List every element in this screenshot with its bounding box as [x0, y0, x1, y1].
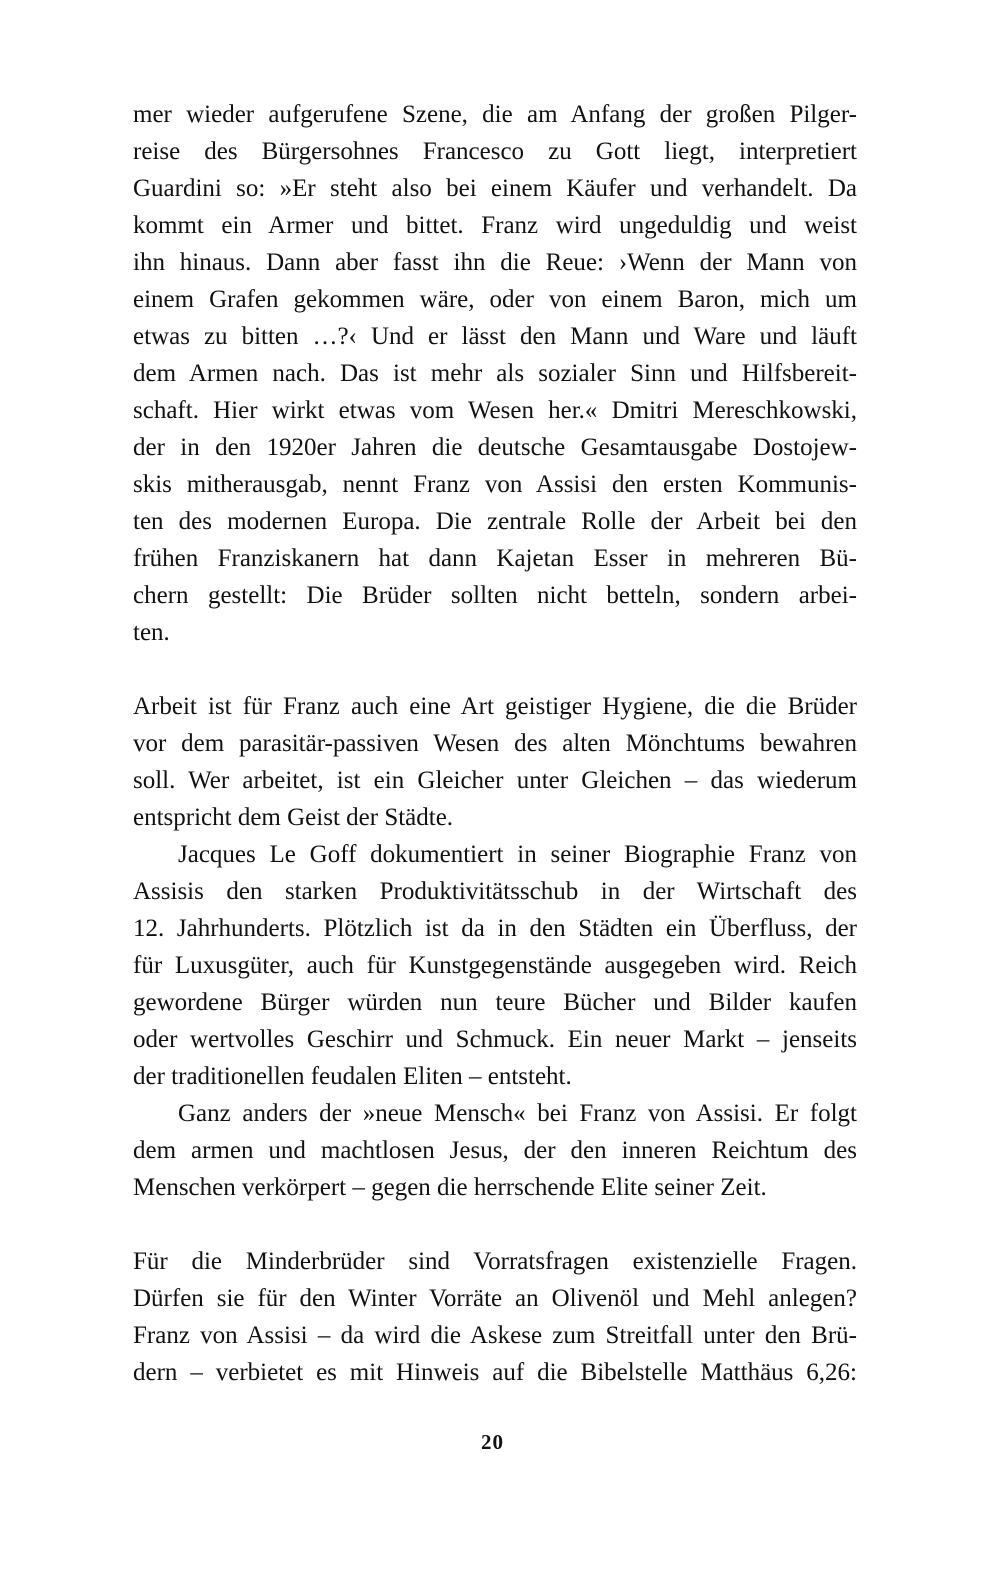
- text-line: oder wertvolles Geschirr und Schmuck. Ein neuer Markt – jenseits: [133, 1026, 857, 1053]
- text-line: kommt ein Armer und bittet. Franz wird ungeduldig und weist: [133, 212, 857, 239]
- paragraph-guardini-quote: [133, 96, 857, 651]
- paragraph-vorratsfragen: [133, 1243, 857, 1391]
- paragraph-le-goff: [133, 836, 857, 1095]
- text-line: einem Grafen gekommen wäre, oder von einem Baron, mich um: [133, 286, 857, 313]
- text-line: dem Armen nach. Das ist mehr als sozialer Sinn und Hilfsbereit-: [133, 360, 857, 387]
- text-line: Jacques Le Goff dokumentiert in seiner Biographie Franz von: [178, 841, 857, 868]
- text-line: Arbeit ist für Franz auch eine Art geistiger Hygiene, die die Brüder: [133, 693, 857, 720]
- paragraph-neue-mensch: [133, 1095, 857, 1206]
- text-line: 12. Jahrhunderts. Plötzlich ist da in den Städten ein Überfluss, der: [133, 915, 857, 942]
- text-line: gewordene Bürger würden nun teure Bücher und Bilder kaufen: [133, 989, 857, 1016]
- text-line: Ganz anders der »neue Mensch« bei Franz von Assisi. Er folgt: [178, 1100, 857, 1127]
- text-line: soll. Wer arbeitet, ist ein Gleicher unter Gleichen – das wiederum: [133, 767, 857, 794]
- text-line: Menschen verkörpert – gegen die herrschende Elite seiner Zeit.: [133, 1174, 767, 1201]
- text-line: vor dem parasitär-passiven Wesen des alten Mönchtums bewahren: [133, 730, 857, 757]
- section-arbeit: [133, 688, 857, 1206]
- text-line: Dürfen sie für den Winter Vorräte an Olivenöl und Mehl anlegen?: [133, 1285, 857, 1312]
- text-line: chern gestellt: Die Brüder sollten nicht betteln, sondern arbei-: [133, 582, 857, 609]
- paragraph-arbeit-hygiene: [133, 688, 857, 836]
- text-line: der traditionellen feudalen Eliten – entsteht.: [133, 1063, 572, 1090]
- text-line: ten.: [133, 619, 170, 646]
- text-line: schaft. Hier wirkt etwas vom Wesen her.« Dmitri Mereschkowski,: [133, 397, 857, 424]
- text-line: dern – verbietet es mit Hinweis auf die Bibelstelle Matthäus 6,26:: [133, 1359, 857, 1386]
- text-line: der in den 1920er Jahren die deutsche Gesamtausgabe Dostojew-: [133, 434, 857, 461]
- text-line: für Luxusgüter, auch für Kunstgegenstände ausgegeben wird. Reich: [133, 952, 857, 979]
- text-line: Franz von Assisi – da wird die Askese zum Streitfall unter den Brü-: [133, 1322, 857, 1349]
- text-line: reise des Bürgersohnes Francesco zu Gott liegt, interpretiert: [133, 138, 857, 165]
- text-line: ihn hinaus. Dann aber fasst ihn die Reue: ›Wenn der Mann von: [133, 249, 857, 276]
- text-line: Assisis den starken Produktivitätsschub in der Wirtschaft des: [133, 878, 857, 905]
- page-number: 20: [481, 1430, 504, 1454]
- text-line: entspricht dem Geist der Städte.: [133, 804, 454, 831]
- text-line: Guardini so: »Er steht also bei einem Käufer und verhandelt. Da: [133, 175, 857, 202]
- text-line: Für die Minderbrüder sind Vorratsfragen existenzielle Fragen.: [133, 1248, 857, 1275]
- text-line: skis mitherausgab, nennt Franz von Assisi den ersten Kommunis-: [133, 471, 857, 498]
- text-line: dem armen und machtlosen Jesus, der den inneren Reichtum des: [133, 1137, 857, 1164]
- text-line: etwas zu bitten …?‹ Und er lässt den Mann und Ware und läuft: [133, 323, 857, 350]
- text-line: ten des modernen Europa. Die zentrale Rolle der Arbeit bei den: [133, 508, 857, 535]
- text-line: mer wieder aufgerufene Szene, die am Anfang der großen Pilger-: [133, 101, 857, 128]
- text-line: frühen Franziskanern hat dann Kajetan Esser in mehreren Bü-: [133, 545, 857, 572]
